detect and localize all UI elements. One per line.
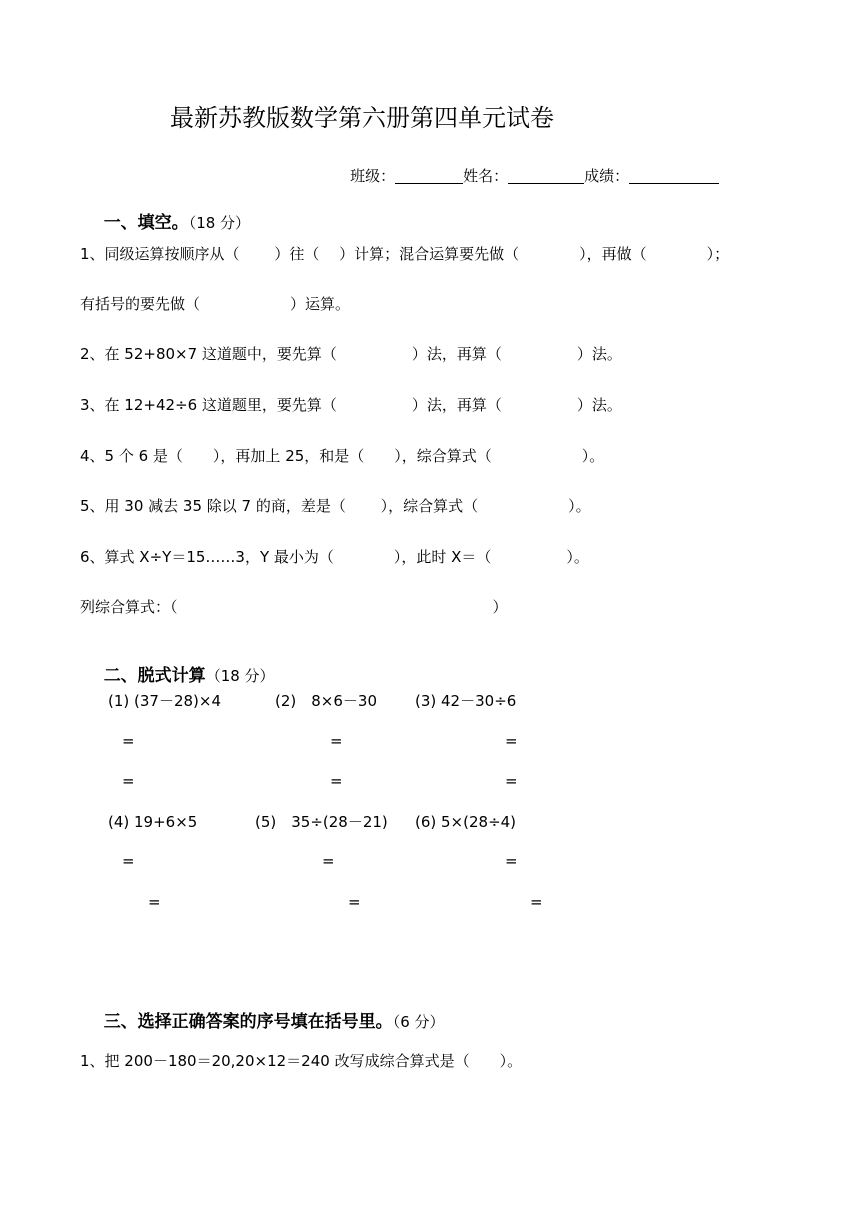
- equals-sign: =: [530, 893, 543, 911]
- equals-sign: =: [322, 852, 335, 870]
- section2-points: （18 分）: [205, 667, 275, 685]
- section3-points: （6 分）: [392, 1013, 445, 1031]
- student-info-line: [331, 152, 719, 199]
- section1-heading: [80, 198, 250, 249]
- equals-sign: =: [505, 732, 518, 750]
- class-label: 班级：: [350, 167, 396, 185]
- score-blank[interactable]: [629, 167, 719, 184]
- equals-sign: =: [505, 852, 518, 870]
- section3-heading: [80, 997, 445, 1048]
- calc-problem-3: (3) 42－30÷6: [415, 692, 517, 710]
- section3-title: 三、选择正确答案的序号填在括号里。: [103, 1012, 393, 1032]
- section1-points: （18 分）: [188, 214, 251, 232]
- class-blank[interactable]: [395, 167, 463, 184]
- equals-sign: =: [148, 893, 161, 911]
- name-label: 姓名：: [463, 167, 509, 185]
- calc-problem-5: (5) 35÷(28－21): [255, 813, 388, 831]
- equals-sign: =: [122, 732, 135, 750]
- calc-problem-4: (4) 19+6×5: [108, 813, 198, 831]
- fill-item-4: 4、5 个 6 是（ ），再加上 25，和是（ ），综合算式（ ）。: [80, 447, 605, 465]
- calc-problem-6: (6) 5×(28÷4): [415, 813, 517, 831]
- equals-sign: =: [122, 772, 135, 790]
- name-blank[interactable]: [508, 167, 584, 184]
- page-title: 最新苏教版数学第六册第四单元试卷: [170, 104, 554, 132]
- choice-item-1: 1、把 200－180＝20,20×12＝240 改写成综合算式是（ ）。: [80, 1052, 523, 1070]
- fill-item-1b: 有括号的要先做（ ）运算。: [80, 295, 351, 313]
- equals-sign: =: [505, 772, 518, 790]
- score-label: 成绩：: [584, 167, 630, 185]
- equals-sign: =: [122, 852, 135, 870]
- equals-sign: =: [330, 732, 343, 750]
- section1-title: 一、填空。: [103, 213, 189, 233]
- fill-item-2: 2、在 52+80×7 这道题中，要先算（ ）法，再算（ ）法。: [80, 345, 622, 363]
- fill-item-6-formula: 列综合算式：（ ）: [80, 598, 508, 616]
- fill-item-6: 6、算式 X÷Y＝15……3，Y 最小为（ ），此时 X＝（ ）。: [80, 548, 589, 566]
- fill-item-1a: 1、同级运算按顺序从（ ）往（ ）计算；混合运算要先做（ ），再做（ ）；: [80, 245, 730, 263]
- calc-problem-1: (1) (37－28)×4: [108, 692, 222, 710]
- fill-item-5: 5、用 30 减去 35 除以 7 的商，差是（ ），综合算式（ ）。: [80, 497, 591, 515]
- equals-sign: =: [330, 772, 343, 790]
- equals-sign: =: [348, 893, 361, 911]
- calc-problem-2: (2) 8×6－30: [275, 692, 377, 710]
- fill-item-3: 3、在 12+42÷6 这道题里，要先算（ ）法，再算（ ）法。: [80, 396, 622, 414]
- section2-title: 二、脱式计算: [103, 666, 206, 686]
